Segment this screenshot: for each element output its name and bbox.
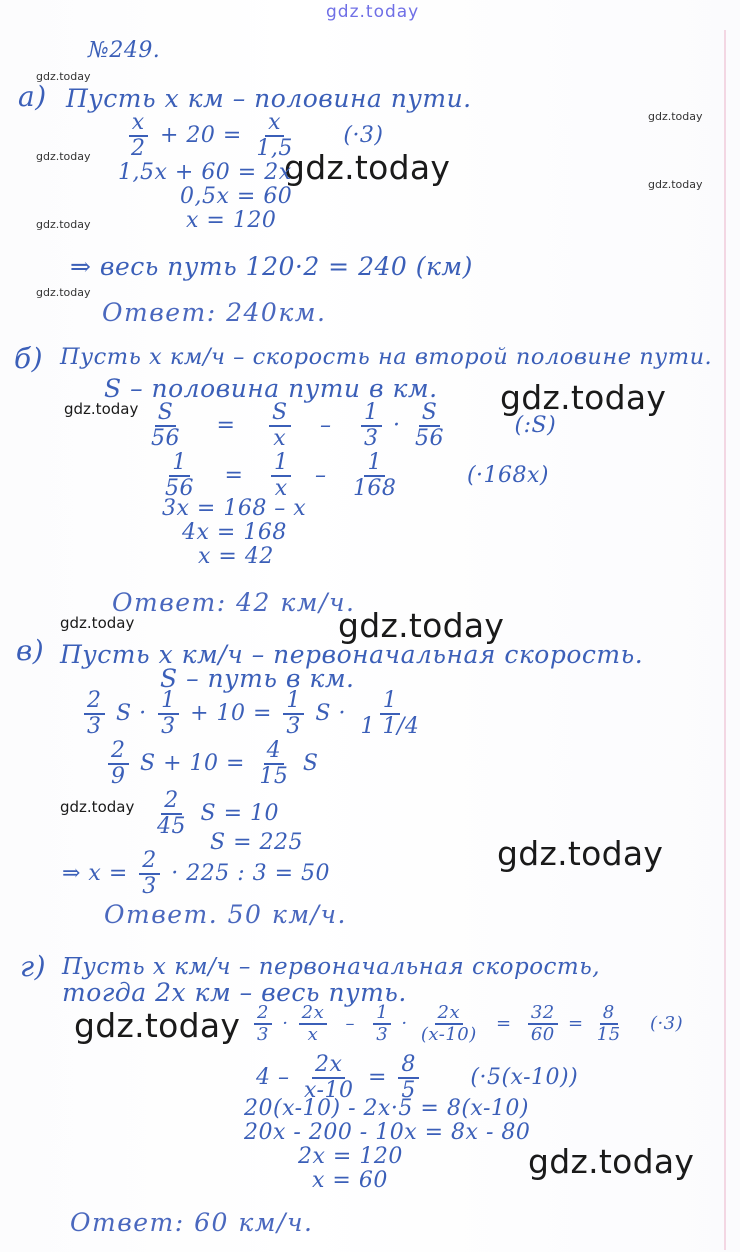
part-v-label: в) bbox=[16, 634, 45, 667]
part-b-eq1: $\frac{S}{56}$ = $\frac{S}{x}$ – $\frac{1}{3}$ · $\frac{S}{56}$ (:S) bbox=[151, 400, 557, 451]
part-g-eq1: $\frac{2}{3}$ · $\frac{2x}{x}$ – $\frac{1}{3}$ · $\frac{2x}{(x-10)}$ = $\frac{32}{60}$ = $\frac{8}{15}$ (·3) bbox=[250, 1004, 683, 1044]
watermark: gdz.today bbox=[497, 834, 664, 873]
watermark: gdz.today bbox=[60, 614, 135, 632]
part-b-eq5: x = 42 bbox=[198, 544, 274, 569]
part-b-label: б) bbox=[14, 342, 44, 375]
watermark: gdz.today bbox=[648, 110, 703, 123]
watermark: gdz.today bbox=[36, 70, 91, 83]
part-b-line2: S – половина пути в км. bbox=[104, 374, 438, 403]
part-v-answer: Ответ. 50 км/ч. bbox=[104, 900, 347, 929]
part-v-eq3: $\frac{2}{45}$ S = 10 bbox=[157, 788, 279, 839]
watermark: gdz.today bbox=[648, 178, 703, 191]
part-g-answer: Ответ: 60 км/ч. bbox=[70, 1208, 314, 1237]
part-g-line2: тогда 2х км – весь путь. bbox=[62, 978, 407, 1007]
watermark: gdz.today bbox=[500, 378, 667, 417]
part-a-eq3: 0,5x = 60 bbox=[180, 184, 293, 209]
part-g-line1: Пусть х км/ч – первоначальная скорость, bbox=[62, 954, 601, 980]
part-b-eq3: 3x = 168 – x bbox=[162, 496, 307, 521]
part-a-eq1: $\frac{x}{2}$ + 20 = $\frac{x}{1,5}$ (·3) bbox=[124, 112, 384, 160]
part-v-eq2: $\frac{2}{9}$ S + 10 = $\frac{4}{15}$ S bbox=[104, 740, 319, 788]
part-b-answer: Ответ: 42 км/ч. bbox=[112, 588, 356, 617]
watermark: gdz.today bbox=[64, 400, 139, 418]
part-v-line2: S – путь в км. bbox=[160, 664, 355, 693]
part-g-eq6: x = 60 bbox=[312, 1168, 388, 1193]
part-a-line1: Пусть х км – половина пути. bbox=[66, 84, 472, 113]
part-g-eq5: 2x = 120 bbox=[298, 1144, 403, 1169]
watermark: gdz.today bbox=[284, 148, 451, 187]
part-g-eq2: 4 – $\frac{2x}{x-10}$ = $\frac{8}{5}$ (·5(x-10)) bbox=[256, 1052, 579, 1103]
part-v-eq5: ⇒ x = $\frac{2}{3}$ · 225 : 3 = 50 bbox=[62, 848, 331, 899]
part-a-eq2: 1,5x + 60 = 2x bbox=[118, 160, 292, 185]
part-b-eq4: 4x = 168 bbox=[182, 520, 287, 545]
watermark: gdz.today bbox=[338, 606, 505, 645]
part-a-label: а) bbox=[18, 80, 47, 113]
watermark: gdz.today bbox=[36, 218, 91, 231]
watermark: gdz.today bbox=[528, 1142, 695, 1181]
part-a-answer: Ответ: 240км. bbox=[102, 298, 327, 327]
watermark: gdz.today bbox=[36, 150, 91, 163]
watermark: gdz.today bbox=[74, 1006, 241, 1045]
part-a-eq4: x = 120 bbox=[186, 208, 277, 233]
part-a-conclusion: ⇒ весь путь 120·2 = 240 (км) bbox=[70, 252, 473, 281]
part-v-line1: Пусть х км/ч – первоначальная скорость. bbox=[60, 640, 644, 669]
part-g-eq3: 20(x-10) - 2x·5 = 8(x-10) bbox=[244, 1096, 529, 1121]
part-v-eq4: S = 225 bbox=[210, 830, 303, 855]
header-watermark: gdz.today bbox=[326, 2, 420, 22]
part-b-eq2: $\frac{1}{56}$ = $\frac{1}{x}$ – $\frac{1}{168}$ (·168x) bbox=[165, 450, 549, 501]
page-margin-line bbox=[724, 30, 726, 1250]
watermark: gdz.today bbox=[60, 798, 135, 816]
part-b-line1: Пусть х км/ч – скорость на второй половине пути. bbox=[60, 344, 713, 370]
part-v-eq1: $\frac{2}{3}$ S · $\frac{1}{3}$ + 10 = $\frac{1}{3}$ S · $\frac{1}{1 1/4}$ bbox=[80, 690, 426, 738]
part-g-eq4: 20x - 200 - 10x = 8x - 80 bbox=[244, 1120, 531, 1145]
watermark: gdz.today bbox=[36, 286, 91, 299]
problem-number: №249. bbox=[88, 38, 161, 63]
part-g-label: г) bbox=[20, 950, 47, 983]
